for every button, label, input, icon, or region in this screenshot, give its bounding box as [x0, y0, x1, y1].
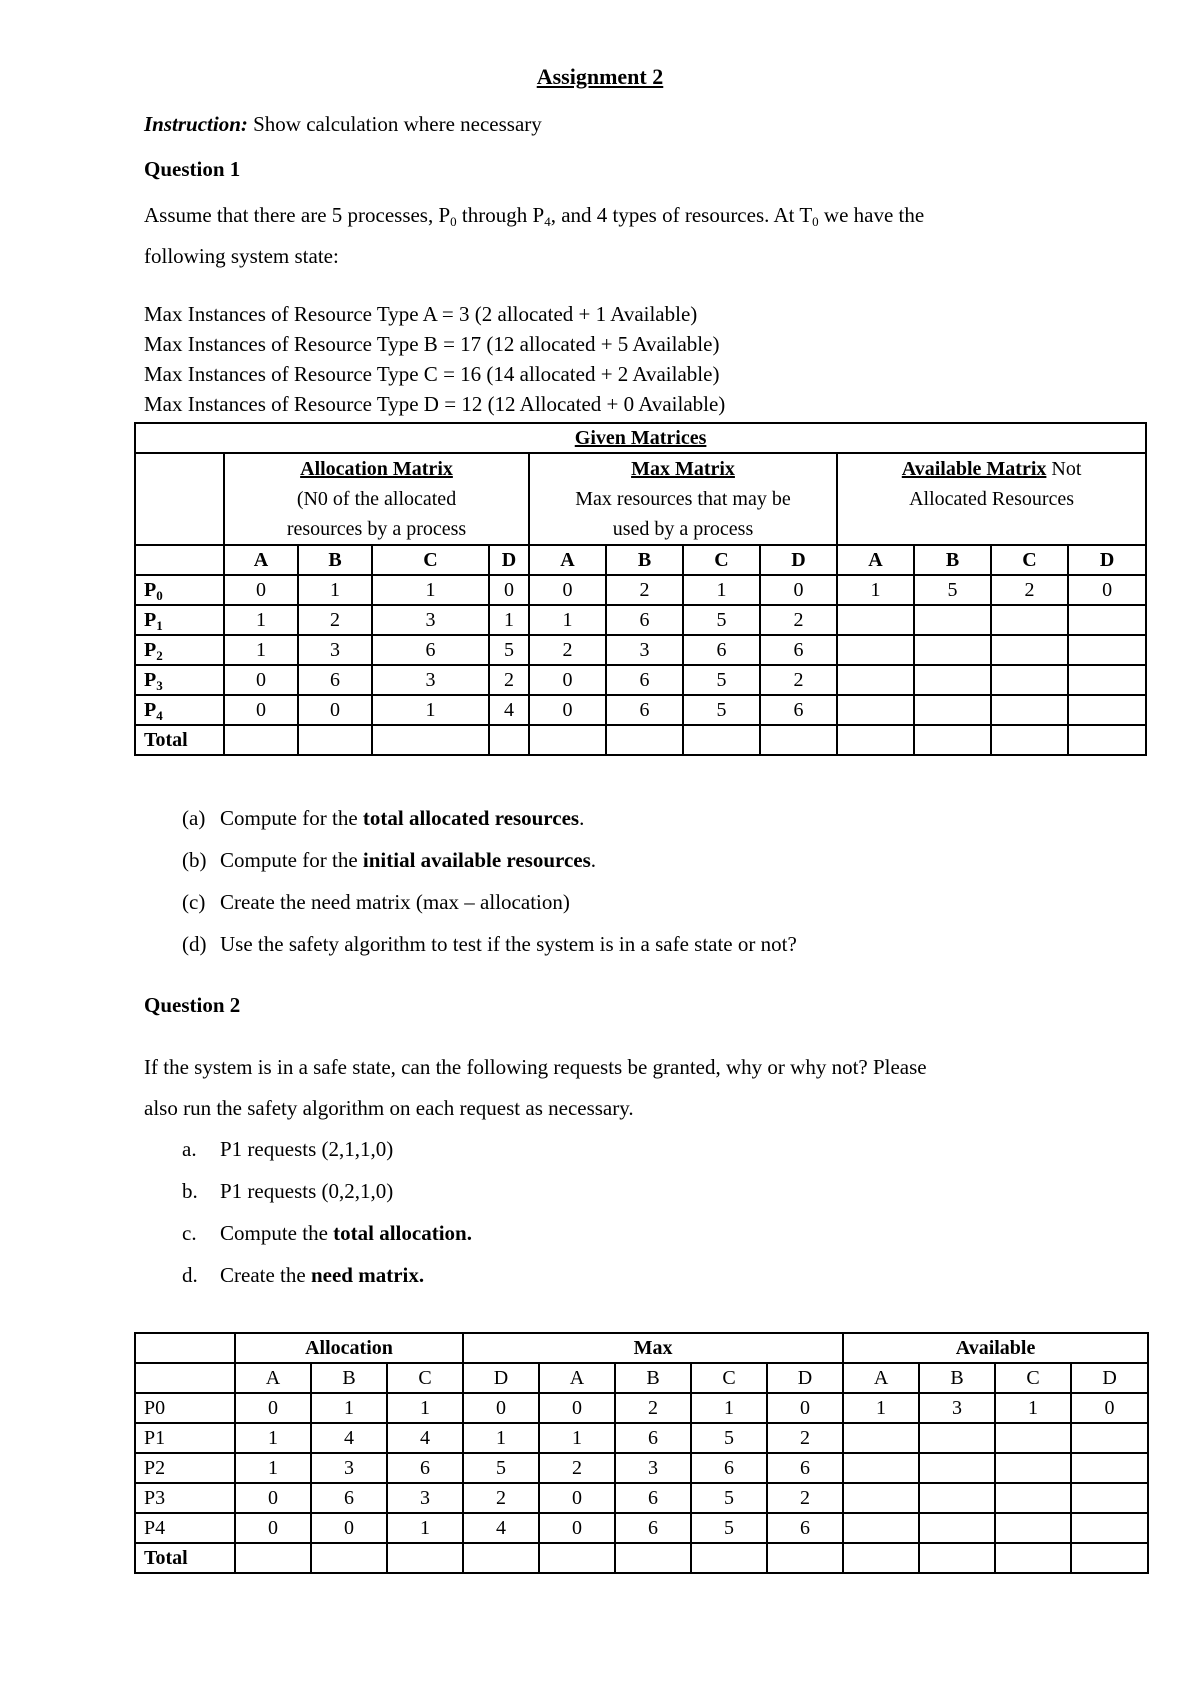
part-bold-text: initial available resources — [362, 848, 591, 872]
table-cell — [843, 1423, 919, 1453]
table-cell: 0 — [224, 575, 298, 605]
table-row — [135, 695, 1146, 725]
table-cell: 2 — [539, 1453, 615, 1483]
column-header: A — [224, 545, 298, 575]
max-matrix-header — [529, 453, 837, 545]
q2-item-d — [182, 1263, 424, 1288]
item-text: Compute the — [220, 1221, 334, 1245]
intro-sub: 0 — [450, 214, 457, 229]
table-cell — [683, 725, 760, 755]
total-label: Total — [135, 1543, 235, 1573]
question-1-heading: Question 1 — [144, 157, 241, 181]
table-row — [135, 665, 1146, 695]
item-bold-text: total allocation. — [333, 1221, 472, 1245]
process-label — [135, 695, 224, 725]
table-cell: 0 — [529, 575, 606, 605]
table-cell — [606, 725, 683, 755]
table-cell — [837, 725, 914, 755]
process-index: 1 — [156, 618, 163, 633]
item-text: P1 requests (2,1,1,0) — [220, 1137, 394, 1161]
table-row — [135, 605, 1146, 635]
table-cell: 2 — [615, 1393, 691, 1423]
column-header: A — [843, 1363, 919, 1393]
part-bold-text: total allocated resources — [362, 806, 580, 830]
table-cell — [1068, 725, 1146, 755]
part-text: Create the need matrix (max – allocation) — [220, 890, 570, 914]
table-cell: 1 — [224, 635, 298, 665]
table-cell: 6 — [615, 1483, 691, 1513]
intro-text: Assume that there are 5 processes, P — [144, 203, 451, 227]
table-cell — [760, 725, 837, 755]
table-cell — [919, 1483, 995, 1513]
process-label — [135, 575, 224, 605]
item-text: P1 requests (0,2,1,0) — [220, 1179, 394, 1203]
table-cell: 2 — [489, 665, 529, 695]
column-header: D — [1068, 545, 1146, 575]
column-header: B — [919, 1363, 995, 1393]
column-header: A — [235, 1363, 311, 1393]
available-matrix-title: Available Matrix — [901, 458, 1047, 480]
table-cell: 4 — [489, 695, 529, 725]
table-cell — [995, 1483, 1071, 1513]
q2-item-a — [182, 1137, 393, 1162]
table-cell: 6 — [311, 1483, 387, 1513]
table-row — [135, 1423, 1148, 1453]
table-cell — [843, 1513, 919, 1543]
table-cell: 2 — [298, 605, 372, 635]
table-cell — [914, 635, 991, 665]
question-2-heading: Question 2 — [144, 993, 241, 1017]
process-name: P — [144, 669, 157, 691]
table-cell — [991, 635, 1068, 665]
table-cell: 1 — [311, 1393, 387, 1423]
table-cell — [914, 695, 991, 725]
process-name: P — [144, 639, 157, 661]
intro-sub: 4 — [544, 214, 551, 229]
table-cell: 1 — [298, 575, 372, 605]
item-label: d. — [182, 1263, 198, 1287]
table-cell: 3 — [606, 635, 683, 665]
table-cell: 4 — [311, 1423, 387, 1453]
table-cell: 1 — [995, 1393, 1071, 1423]
table-cell: 0 — [235, 1483, 311, 1513]
given-matrices-table — [134, 422, 1147, 756]
table-cell: 3 — [372, 605, 489, 635]
table-cell: 6 — [615, 1513, 691, 1543]
intro-sub: 0 — [812, 214, 819, 229]
process-label — [135, 605, 224, 635]
table-cell — [991, 725, 1068, 755]
table-cell: 1 — [529, 605, 606, 635]
part-label: (c) — [182, 890, 206, 914]
table-cell — [615, 1543, 691, 1573]
corner-cell — [135, 1333, 235, 1363]
table-cell — [843, 1483, 919, 1513]
table-cell — [919, 1513, 995, 1543]
column-header: D — [767, 1363, 843, 1393]
table-cell: 0 — [489, 575, 529, 605]
table-cell — [837, 695, 914, 725]
table-cell — [529, 725, 606, 755]
intro-text: through P — [456, 203, 545, 227]
table-cell: 0 — [539, 1393, 615, 1423]
process-label — [135, 635, 224, 665]
table-cell — [914, 605, 991, 635]
table-row — [135, 1453, 1148, 1483]
table-cell: 1 — [387, 1513, 463, 1543]
table-cell — [1071, 1453, 1148, 1483]
table-cell: 1 — [235, 1423, 311, 1453]
table-cell: 2 — [529, 635, 606, 665]
table-row — [135, 635, 1146, 665]
available-matrix-header — [837, 453, 1146, 545]
column-header: D — [1071, 1363, 1148, 1393]
table-cell: 5 — [489, 635, 529, 665]
process-label: P0 — [135, 1393, 235, 1423]
table-cell — [372, 725, 489, 755]
column-header: C — [991, 545, 1068, 575]
table-cell: 0 — [767, 1393, 843, 1423]
available-matrix-desc: Allocated Resources — [909, 488, 1075, 510]
table-cell: 0 — [235, 1513, 311, 1543]
q1-part-c — [182, 890, 570, 915]
question-1-intro — [144, 203, 924, 228]
table-cell: 2 — [767, 1483, 843, 1513]
allocation-matrix-header — [224, 453, 529, 545]
part-text: Compute for the — [220, 848, 363, 872]
table-row — [135, 1393, 1148, 1423]
allocation-matrix-desc2: resources by a process — [286, 518, 467, 540]
column-header: D — [489, 545, 529, 575]
table-cell: 1 — [691, 1393, 767, 1423]
column-header-blank — [135, 545, 224, 575]
process-label — [135, 665, 224, 695]
q2-item-c — [182, 1221, 472, 1246]
total-label: Total — [135, 725, 224, 755]
table-cell: 6 — [683, 635, 760, 665]
table-cell — [1071, 1423, 1148, 1453]
table-cell: 6 — [606, 665, 683, 695]
table-cell: 0 — [1068, 575, 1146, 605]
table-cell: 6 — [615, 1423, 691, 1453]
table-cell: 5 — [691, 1423, 767, 1453]
part-text: . — [590, 848, 597, 872]
table-cell: 6 — [372, 635, 489, 665]
table-cell: 5 — [683, 665, 760, 695]
table-cell — [837, 665, 914, 695]
corner-cell — [135, 453, 224, 545]
table-cell: 2 — [760, 665, 837, 695]
process-name: P — [144, 699, 157, 721]
part-text: Use the safety algorithm to test if the system is in a safe state or not? — [220, 932, 797, 956]
part-label: (b) — [182, 848, 207, 872]
table-cell: 2 — [767, 1423, 843, 1453]
table-cell — [387, 1543, 463, 1573]
column-header: C — [683, 545, 760, 575]
process-index: 4 — [156, 708, 163, 723]
column-header: B — [615, 1363, 691, 1393]
part-text: Compute for the — [220, 806, 363, 830]
table-cell — [539, 1543, 615, 1573]
table-cell — [991, 695, 1068, 725]
table-cell: 1 — [387, 1393, 463, 1423]
table-cell — [919, 1453, 995, 1483]
allocation-matrix-desc1: (N0 of the allocated — [296, 488, 457, 510]
column-header: B — [311, 1363, 387, 1393]
table-cell: 0 — [539, 1483, 615, 1513]
table-cell — [235, 1543, 311, 1573]
part-label: (a) — [182, 806, 206, 830]
process-index: 3 — [156, 678, 163, 693]
question-2-intro-line1: If the system is in a safe state, can the following requests be granted, why or why not? Please — [144, 1055, 927, 1079]
q2-item-b — [182, 1179, 393, 1204]
available-header: Available — [843, 1333, 1148, 1363]
table-cell — [914, 725, 991, 755]
table-cell — [311, 1543, 387, 1573]
table-cell — [691, 1543, 767, 1573]
question-2-table — [134, 1332, 1149, 1574]
table-cell: 5 — [683, 605, 760, 635]
table-cell: 6 — [387, 1453, 463, 1483]
given-matrices-caption: Given Matrices — [135, 423, 1146, 453]
table-row — [135, 1483, 1148, 1513]
table-cell: 2 — [991, 575, 1068, 605]
table-cell: 1 — [235, 1453, 311, 1483]
table-cell: 1 — [539, 1423, 615, 1453]
process-label: P3 — [135, 1483, 235, 1513]
max-header: Max — [463, 1333, 843, 1363]
table-cell: 0 — [224, 665, 298, 695]
table-cell: 6 — [691, 1453, 767, 1483]
q1-part-d — [182, 932, 797, 957]
table-cell: 3 — [311, 1453, 387, 1483]
table-cell — [995, 1513, 1071, 1543]
table-cell — [1068, 605, 1146, 635]
max-matrix-desc2: used by a process — [612, 518, 754, 540]
max-instances-a: Max Instances of Resource Type A = 3 (2 allocated + 1 Available) — [144, 302, 698, 326]
process-label: P4 — [135, 1513, 235, 1543]
table-cell: 6 — [767, 1453, 843, 1483]
column-header: A — [529, 545, 606, 575]
table-cell: 0 — [1071, 1393, 1148, 1423]
table-cell — [991, 605, 1068, 635]
question-2-intro-line2: also run the safety algorithm on each request as necessary. — [144, 1096, 634, 1120]
table-cell: 0 — [224, 695, 298, 725]
table-cell — [995, 1423, 1071, 1453]
table-cell: 5 — [691, 1513, 767, 1543]
table-cell: 1 — [372, 695, 489, 725]
instruction-label: Instruction: — [144, 112, 248, 136]
table-cell: 3 — [387, 1483, 463, 1513]
table-cell — [1068, 635, 1146, 665]
table-cell: 2 — [760, 605, 837, 635]
table-cell: 0 — [463, 1393, 539, 1423]
question-1-intro-line2: following system state: — [144, 244, 339, 268]
table-cell: 0 — [311, 1513, 387, 1543]
q1-part-b — [182, 848, 596, 873]
table-cell — [919, 1423, 995, 1453]
table-cell — [767, 1543, 843, 1573]
column-header: D — [760, 545, 837, 575]
table-cell — [991, 665, 1068, 695]
intro-text: we have the — [818, 203, 925, 227]
table-cell: 0 — [539, 1513, 615, 1543]
table-cell: 3 — [372, 665, 489, 695]
table-cell — [1071, 1513, 1148, 1543]
item-label: a. — [182, 1137, 197, 1161]
max-instances-d: Max Instances of Resource Type D = 12 (12 Allocated + 0 Available) — [144, 392, 726, 416]
table-cell — [919, 1543, 995, 1573]
table-cell — [1068, 695, 1146, 725]
table-cell — [995, 1453, 1071, 1483]
column-header-blank — [135, 1363, 235, 1393]
table-cell — [1071, 1543, 1148, 1573]
table-cell — [837, 635, 914, 665]
table-cell — [914, 665, 991, 695]
available-matrix-suffix: Not — [1046, 458, 1082, 480]
table-cell: 4 — [463, 1513, 539, 1543]
table-cell — [837, 605, 914, 635]
table-cell: 5 — [463, 1453, 539, 1483]
table-cell: 3 — [298, 635, 372, 665]
table-cell: 6 — [298, 665, 372, 695]
table-cell — [1068, 665, 1146, 695]
table-cell: 6 — [606, 695, 683, 725]
table-cell: 6 — [760, 695, 837, 725]
allocation-matrix-title: Allocation Matrix — [300, 458, 453, 480]
table-cell: 2 — [606, 575, 683, 605]
process-index: 2 — [156, 648, 163, 663]
table-cell: 3 — [919, 1393, 995, 1423]
table-cell: 6 — [606, 605, 683, 635]
part-text: . — [579, 806, 585, 830]
table-cell: 0 — [760, 575, 837, 605]
table-cell: 1 — [463, 1423, 539, 1453]
column-header: B — [606, 545, 683, 575]
table-cell: 1 — [372, 575, 489, 605]
table-cell: 5 — [691, 1483, 767, 1513]
column-header: C — [387, 1363, 463, 1393]
table-cell: 1 — [489, 605, 529, 635]
column-header: D — [463, 1363, 539, 1393]
table-cell: 1 — [683, 575, 760, 605]
item-label: b. — [182, 1179, 198, 1203]
table-cell: 0 — [298, 695, 372, 725]
page-title: Assignment 2 — [536, 64, 664, 89]
item-label: c. — [182, 1221, 197, 1245]
table-cell: 4 — [387, 1423, 463, 1453]
table-cell: 1 — [843, 1393, 919, 1423]
column-header: C — [995, 1363, 1071, 1393]
table-cell: 3 — [615, 1453, 691, 1483]
column-header: B — [298, 545, 372, 575]
table-cell: 5 — [914, 575, 991, 605]
max-instances-c: Max Instances of Resource Type C = 16 (14 allocated + 2 Available) — [144, 362, 720, 386]
process-name: P — [144, 579, 157, 601]
table-cell: 1 — [224, 605, 298, 635]
table-cell: 6 — [767, 1513, 843, 1543]
table-cell — [843, 1543, 919, 1573]
item-bold-text: need matrix. — [310, 1263, 425, 1287]
column-header: A — [539, 1363, 615, 1393]
process-label: P1 — [135, 1423, 235, 1453]
item-text: Create the — [220, 1263, 311, 1287]
q1-part-a — [182, 806, 584, 831]
instruction-line — [144, 112, 542, 137]
table-cell — [463, 1543, 539, 1573]
column-header: C — [691, 1363, 767, 1393]
instruction-text: Show calculation where necessary — [253, 112, 542, 136]
table-cell: 0 — [529, 695, 606, 725]
table-cell — [489, 725, 529, 755]
intro-text: , and 4 types of resources. At T — [550, 203, 813, 227]
table-cell — [995, 1543, 1071, 1573]
table-cell: 2 — [463, 1483, 539, 1513]
table-cell — [298, 725, 372, 755]
table-row — [135, 575, 1146, 605]
column-header: A — [837, 545, 914, 575]
max-matrix-desc1: Max resources that may be — [575, 488, 791, 510]
part-label: (d) — [182, 932, 207, 956]
table-cell: 6 — [760, 635, 837, 665]
column-header: C — [372, 545, 489, 575]
table-cell — [843, 1453, 919, 1483]
table-cell: 5 — [683, 695, 760, 725]
table-cell: 0 — [235, 1393, 311, 1423]
allocation-header: Allocation — [235, 1333, 463, 1363]
process-label: P2 — [135, 1453, 235, 1483]
table-row — [135, 1513, 1148, 1543]
process-index: 0 — [156, 588, 163, 603]
max-matrix-title: Max Matrix — [631, 458, 735, 480]
process-name: P — [144, 609, 157, 631]
max-instances-b: Max Instances of Resource Type B = 17 (12 allocated + 5 Available) — [144, 332, 720, 356]
table-cell — [224, 725, 298, 755]
column-header: B — [914, 545, 991, 575]
table-cell: 0 — [529, 665, 606, 695]
table-cell — [1071, 1483, 1148, 1513]
table-cell: 1 — [837, 575, 914, 605]
